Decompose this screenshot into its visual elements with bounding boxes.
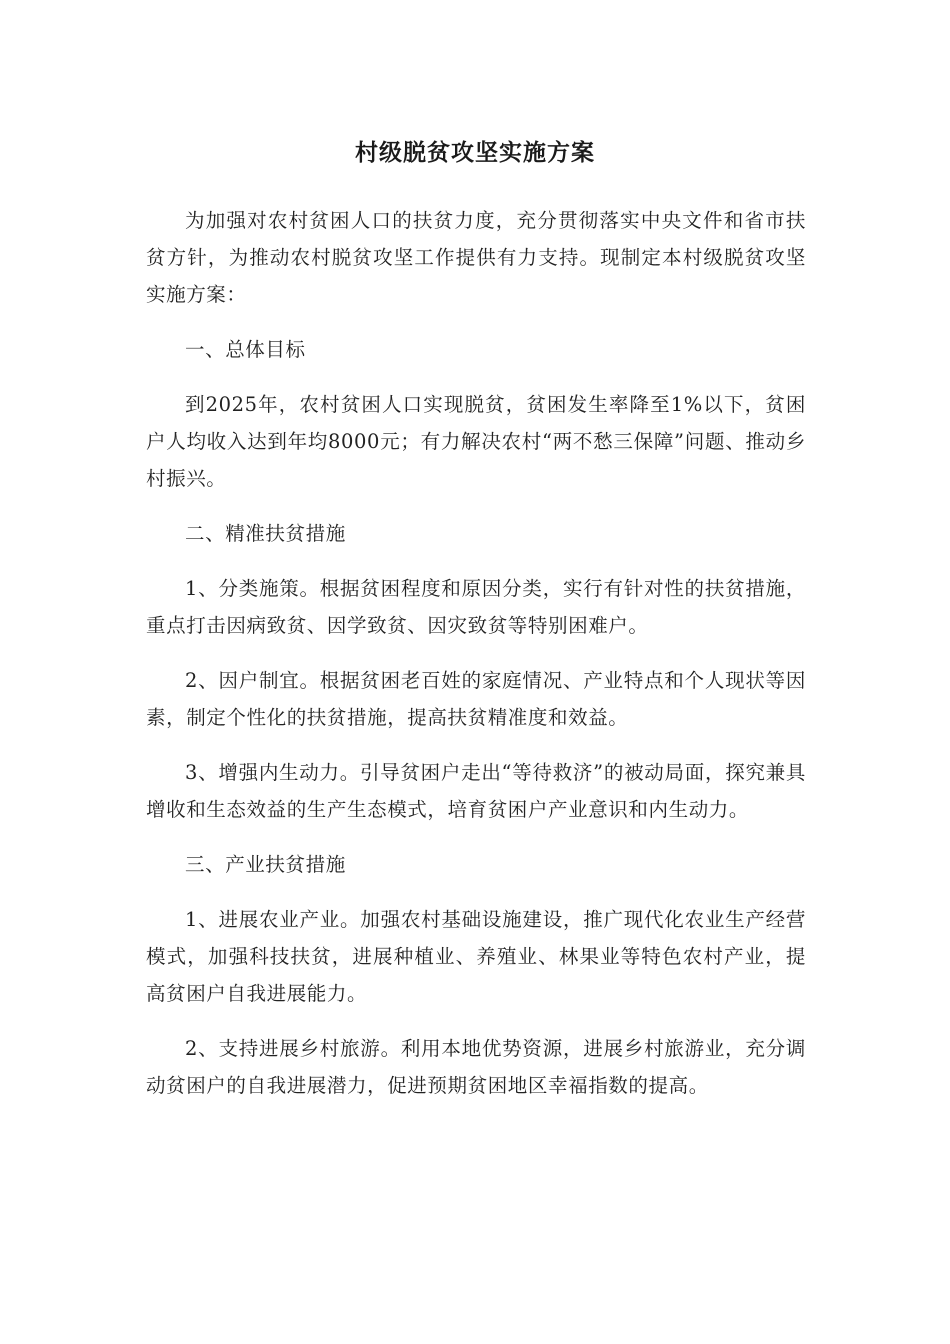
- paragraph-overall-goal: 到2025年，农村贫困人口实现脱贫，贫困发生率降至1%以下，贫困户人均收入达到年均8000元；有力解决农村“两不愁三保障”问题、推动乡村振兴。: [146, 393, 806, 490]
- section-heading-1: 一、总体目标: [185, 338, 306, 361]
- paragraph-industry-1: 1、进展农业产业。加强农村基础设施建设，推广现代化农业生产经营模式，加强科技扶贫，进展种植业、养殖业、林果业等特色农村产业，提高贫困户自我进展能力。: [146, 908, 806, 1005]
- section-heading-2: 二、精准扶贫措施: [185, 522, 346, 545]
- paragraph-measure-3: 3、增强内生动力。引导贫困户走出“等待救济”的被动局面，探究兼具增收和生态效益的生产生态模式，培育贫困户产业意识和内生动力。: [146, 761, 806, 821]
- document-title: 村级脱贫攻坚实施方案: [355, 140, 595, 166]
- paragraph-measure-1: 1、分类施策。根据贫困程度和原因分类，实行有针对性的扶贫措施，重点打击因病致贫、因学致贫、因灾致贫等特别困难户。: [146, 577, 806, 637]
- section-heading-3: 三、产业扶贫措施: [185, 853, 346, 876]
- paragraph-intro: 为加强对农村贫困人口的扶贫力度，充分贯彻落实中央文件和省市扶贫方针，为推动农村脱贫攻坚工作提供有力支持。现制定本村级脱贫攻坚实施方案：: [146, 209, 806, 306]
- document-body: [146, 202, 806, 1122]
- paragraph-measure-2: 2、因户制宜。根据贫困老百姓的家庭情况、产业特点和个人现状等因素，制定个性化的扶贫措施，提高扶贫精准度和效益。: [146, 669, 806, 729]
- paragraph-industry-2: 2、支持进展乡村旅游。利用本地优势资源，进展乡村旅游业，充分调动贫困户的自我进展潜力，促进预期贫困地区幸福指数的提高。: [146, 1037, 806, 1097]
